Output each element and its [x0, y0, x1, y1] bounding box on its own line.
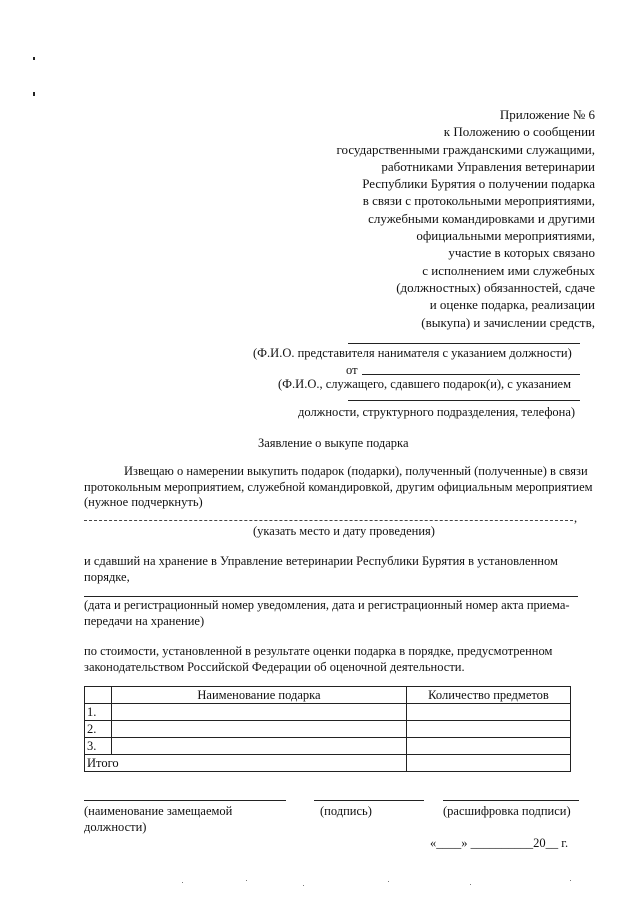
- decode-line[interactable]: [443, 800, 579, 801]
- header-line: участие в которых связано: [448, 245, 595, 261]
- scan-speck: [388, 881, 389, 882]
- appendix-header: [336, 106, 595, 331]
- position-line[interactable]: [84, 800, 286, 801]
- intro-paragraph: Извещаю о намерении выкупить подарок (подарки), полученный (полученные) в связи протокольным мероприятием, служебной командировкой, другим официальным мероприятием (нужное подчеркнуть): [84, 464, 593, 509]
- from-label: от: [346, 363, 358, 377]
- table-total-row: [85, 755, 571, 772]
- scan-speck: [570, 880, 571, 881]
- row-number: 2.: [85, 721, 112, 738]
- table-row: [85, 738, 571, 755]
- place-date-caption: (указать место и дату проведения): [253, 524, 435, 538]
- signature-caption: (подпись): [320, 804, 372, 818]
- signature-line[interactable]: [314, 800, 424, 801]
- table-cell: [85, 687, 112, 704]
- row-number: 1.: [85, 704, 112, 721]
- gift-name-cell[interactable]: [112, 721, 407, 738]
- header-line: к Положению о сообщении: [443, 124, 595, 140]
- scan-speck: [182, 882, 183, 883]
- notice-caption: (дата и регистрационный номер уведомления, дата и регистрационный номер акта приема-передачи на хранение): [84, 598, 570, 628]
- scan-speck: [246, 880, 247, 881]
- header-line: (выкупа) и зачислении средств,: [421, 314, 595, 330]
- employer-rep-line[interactable]: [348, 343, 580, 344]
- total-qty-cell[interactable]: [407, 755, 571, 772]
- header-line: (должностных) обязанностей, сдаче: [396, 279, 595, 295]
- table-header-row: [85, 687, 571, 704]
- scan-speck: [303, 885, 304, 886]
- employee-details-caption: должности, структурного подразделения, телефона): [298, 405, 576, 419]
- place-date-line[interactable]: [84, 520, 573, 521]
- position-caption: (наименование замещаемой должности): [84, 804, 233, 834]
- col-qty-header: Количество предметов: [407, 687, 571, 704]
- header-line: Республики Бурятия о получении подарка: [362, 176, 595, 192]
- header-line: в связи с протокольными мероприятиями,: [362, 193, 595, 209]
- gifts-table: [84, 686, 571, 772]
- date-line[interactable]: «____» __________20__ г.: [430, 836, 569, 850]
- row-number: 3.: [85, 738, 112, 755]
- employee-caption: (Ф.И.О., служащего, сдавшего подарок(и), с указанием: [278, 377, 571, 391]
- header-line: официальными мероприятиями,: [416, 228, 595, 244]
- scan-mark: [33, 57, 35, 60]
- header-line: Приложение № 6: [499, 107, 595, 122]
- gift-qty-cell[interactable]: [407, 738, 571, 755]
- header-line: работниками Управления ветеринарии: [381, 158, 595, 174]
- handed-over-paragraph: и сдавший на хранение в Управление ветеринарии Республики Бурятия в установленном порядке,: [84, 554, 558, 584]
- document-title: Заявление о выкупе подарка: [258, 436, 409, 450]
- gift-qty-cell[interactable]: [407, 721, 571, 738]
- employee-details-line[interactable]: [348, 400, 580, 401]
- decode-caption: (расшифровка подписи): [443, 804, 571, 818]
- header-line: и оценке подарка, реализации: [429, 297, 595, 313]
- employer-rep-caption: (Ф.И.О. представителя нанимателя с указанием должности): [253, 346, 572, 360]
- gift-name-cell[interactable]: [112, 704, 407, 721]
- valuation-paragraph: по стоимости, установленной в результате оценки подарка в порядке, предусмотренном законодательством Российской Федерации об оценочной деятельности.: [84, 644, 553, 674]
- scan-speck: [470, 884, 471, 885]
- header-line: служебными командировками и другими: [368, 210, 595, 226]
- table-row: [85, 721, 571, 738]
- employee-line[interactable]: [362, 374, 580, 375]
- col-name-header: Наименование подарка: [112, 687, 407, 704]
- scan-mark: [33, 92, 35, 96]
- total-label: Итого: [85, 755, 407, 772]
- gift-qty-cell[interactable]: [407, 704, 571, 721]
- notice-line[interactable]: [84, 596, 578, 597]
- header-line: с исполнением ими служебных: [422, 262, 595, 278]
- gift-name-cell[interactable]: [112, 738, 407, 755]
- line-end-mark: ,: [574, 511, 578, 525]
- table-row: [85, 704, 571, 721]
- header-line: государственными гражданскими служащими,: [336, 141, 595, 157]
